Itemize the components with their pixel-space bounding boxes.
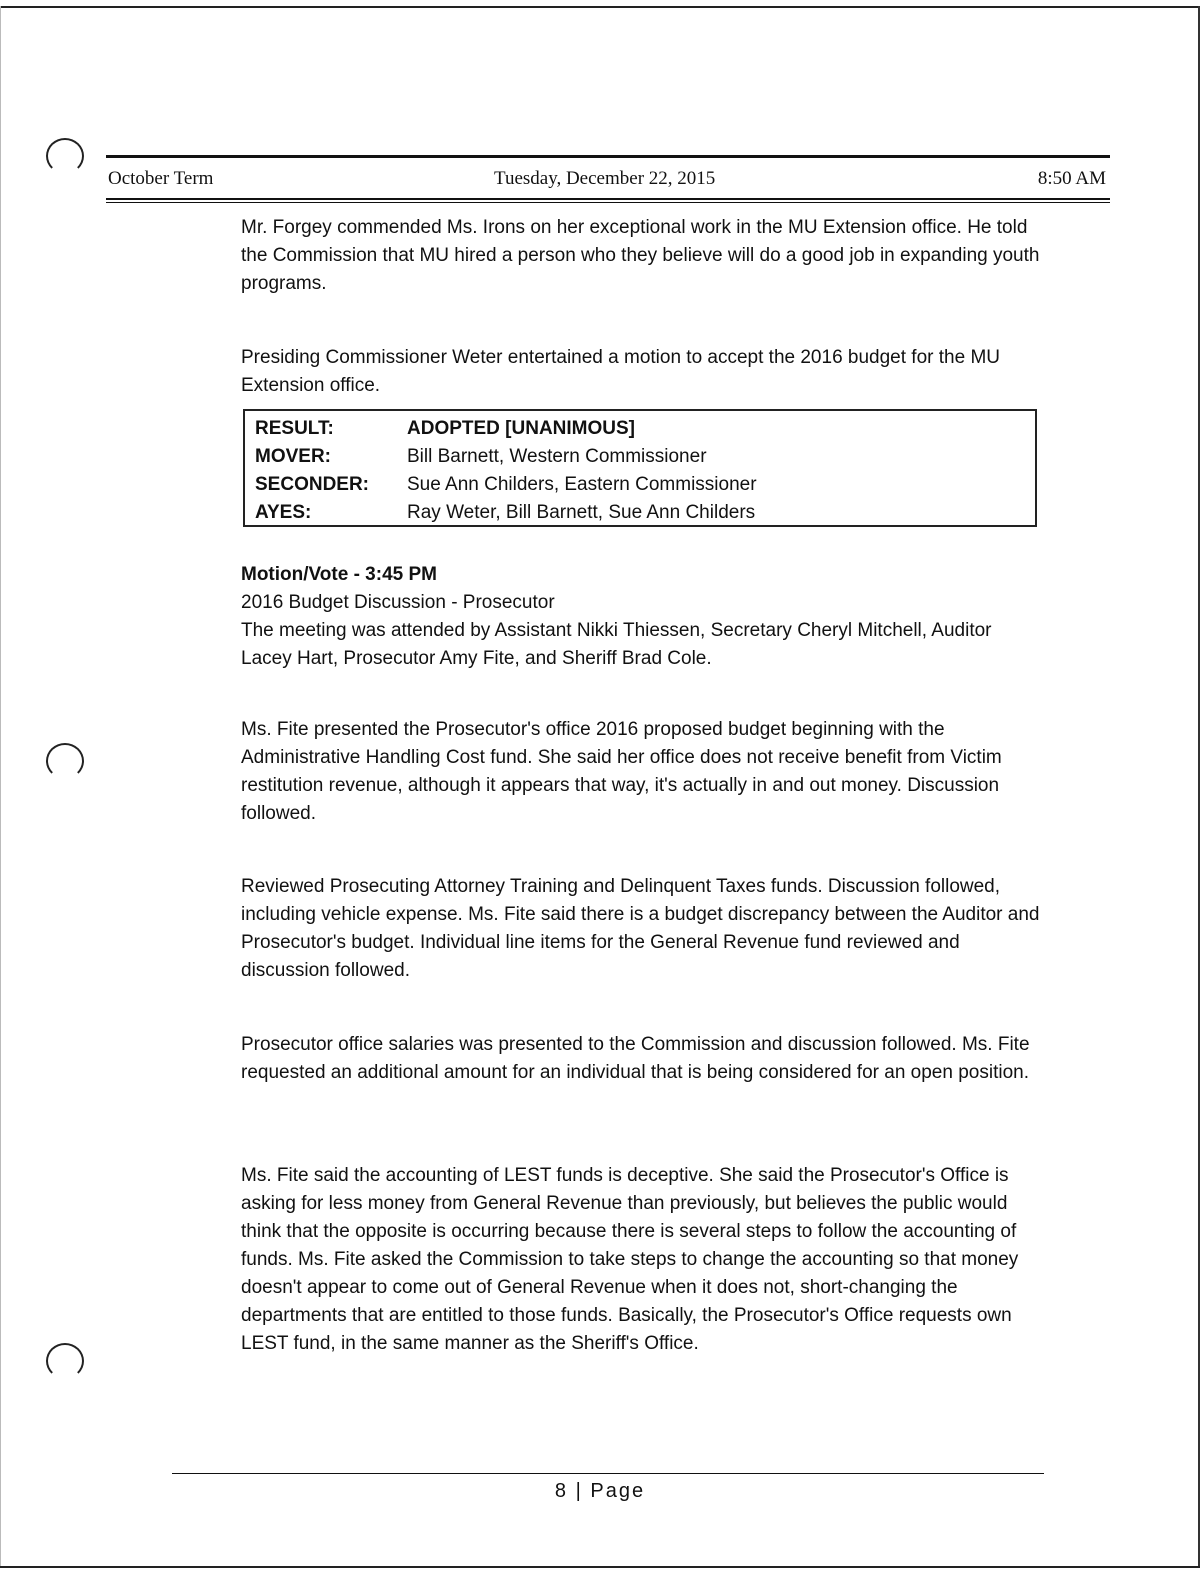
result-label: RESULT: — [255, 418, 334, 439]
binder-hole-mark — [46, 138, 84, 174]
paragraph-reviewed-funds — [241, 873, 1041, 985]
motion-row-mover — [255, 443, 1025, 471]
paragraph-fite-budget — [241, 716, 1041, 828]
scan-border-bottom — [0, 1566, 1200, 1568]
seconder-label: SECONDER: — [255, 474, 370, 495]
header-date: Tuesday, December 22, 2015 — [494, 168, 716, 189]
mover-value: Bill Barnett, Western Commissioner — [407, 446, 707, 467]
page-number: 8 | Page — [554, 1480, 646, 1502]
ayes-value: Ray Weter, Bill Barnett, Sue Ann Childers — [407, 502, 756, 523]
footer-rule — [172, 1473, 1044, 1474]
section-subheading: 2016 Budget Discussion - Prosecutor — [241, 592, 555, 613]
header-rule — [106, 198, 1110, 200]
paragraph-text: Reviewed Prosecuting Attorney Training and Delinquent Taxes funds. Discussion followed, including vehicle expense. Ms. Fite said there is a budget discrepancy between the Auditor and Prosecutor's budget. Individual line items for the General Revenue fund reviewed and discussion followed. — [241, 876, 1040, 981]
motion-row-ayes — [255, 499, 1025, 527]
header-term: October Term — [108, 168, 214, 189]
binder-hole-mark — [46, 1343, 84, 1379]
scan-border-left — [0, 6, 1, 1568]
scan-border-top — [0, 6, 1200, 8]
paragraph-forgey — [241, 214, 1041, 298]
paragraph-text: Prosecutor office salaries was presented to the Commission and discussion followed. Ms. Fite requested an additional amount for an individual that is being considered for an open position. — [241, 1034, 1030, 1083]
seconder-value: Sue Ann Childers, Eastern Commissioner — [407, 474, 757, 495]
header-rule — [106, 155, 1110, 158]
mover-label: MOVER: — [255, 446, 331, 467]
attendance-text: The meeting was attended by Assistant Nikki Thiessen, Secretary Cheryl Mitchell, Auditor Lacey Hart, Prosecutor Amy Fite, and Sheriff Brad Cole. — [241, 620, 992, 669]
paragraph-text: Ms. Fite said the accounting of LEST funds is deceptive. She said the Prosecutor's Office is asking for less money from General Revenue than previously, but believes the public would think that the opposite is occurring because there is several steps to follow the accounting of funds. Ms. Fite asked the Commission to take steps to change the accounting so that money doesn't appear to come out of General Revenue when it does not, short-changing the departments that are entitled to those funds. Basically, the Prosecutor's Office requests own LEST fund, in the same manner as the Sheriff's Office. — [241, 1165, 1019, 1354]
section-motion-vote — [241, 561, 1041, 673]
section-heading: Motion/Vote - 3:45 PM — [241, 564, 437, 585]
paragraph-text: Mr. Forgey commended Ms. Irons on her exceptional work in the MU Extension office. He told the Commission that MU hired a person who they believe will do a good job in expanding youth programs. — [241, 217, 1040, 294]
motion-row-seconder — [255, 471, 1025, 499]
paragraph-salaries — [241, 1031, 1041, 1087]
binder-hole-mark — [46, 743, 84, 779]
paragraph-text: Presiding Commissioner Weter entertained a motion to accept the 2016 budget for the MU Extension office. — [241, 347, 1000, 396]
ayes-label: AYES: — [255, 502, 312, 523]
motion-result-table — [243, 409, 1037, 527]
header-rule — [106, 202, 1110, 203]
paragraph-text: Ms. Fite presented the Prosecutor's office 2016 proposed budget beginning with the Administrative Handling Cost fund. She said her office does not receive benefit from Victim restitution revenue, although it appears that way, it's actually in and out money. Discussion followed. — [241, 719, 1002, 824]
result-value: ADOPTED [UNANIMOUS] — [407, 418, 635, 439]
header-time: 8:50 AM — [1037, 168, 1106, 189]
paragraph-presiding-motion — [241, 344, 1041, 400]
paragraph-lest-funds — [241, 1162, 1041, 1358]
motion-row-result — [255, 415, 1025, 443]
